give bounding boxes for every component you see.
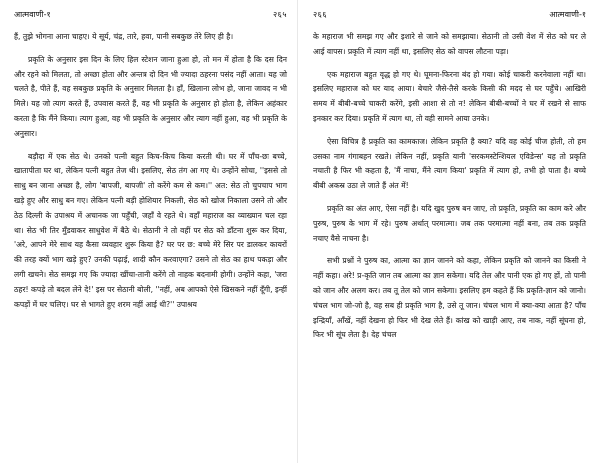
right-paragraph-3: ऐसा विचित्र है प्रकृति का कामकाज। लेकिन प्रकृति है क्या? यदि वह कोई चीज होती, तो हम उसका नाम गंगाबहन रखते। लेकिन नहीं, प्रकृति यानी 'सरकमस्टेन्शियल एविडेन्स' यह तो प्रकृति नचाती है फिर भी कहता है, 'मैं नाचा, मैंने त्याग किया' प्रकृति में त्याग हो, तभी हो पाता है। बच्चे बीबी अकस्र उठा ले जाते हैं अंत में! bbox=[313, 136, 586, 191]
left-page bbox=[8, 0, 293, 463]
left-paragraph-1: हैं, तुझे भोगना आना चाहए। ये सूर्य, चंद्र, तारे, हवा, पानी सबकुछ तेरे लिए ही है। bbox=[14, 32, 234, 41]
right-page-header bbox=[313, 8, 586, 24]
page-gutter bbox=[297, 0, 298, 463]
left-page-header bbox=[14, 8, 287, 24]
left-page-number: २६५ bbox=[273, 10, 287, 19]
left-paragraph-2: प्रकृति के अनुसार इस दिन के लिए हिल स्टेशन जाना हुआ हो, तो मन में होता है कि दस दिन और रहने को मिलता, तो अच्छा होता और अन्तत्र दो दिन भी ज्यादा ठहरना पसंद नहीं आता। यह जो चलते है, पीते हैं, वह सबकुछ प्रकृति के अनुसार मिलता है। हाँ, खिलाना लोभ हो, जाना जावद न भी मिले। यह जो त्याग करते हैं, उपवास करते हैं, वह भी प्रकृति के अनुसार हो होता है, लेकिन अहंकार करता है कि मैंने किया। त्याग हुआ, वह भी प्रकृति के अनुसार और त्याग नहीं हुआ, वह भी प्रकृति के अनुसार। bbox=[14, 54, 287, 138]
right-page bbox=[307, 0, 592, 463]
right-paragraph-5: सभी प्रश्नों ने पुरुष का, आत्मा का ज्ञान जानने को कहा, लेकिन प्रकृति को जानने का किसी ने नहीं कहा। अरे! प्र-कृति जान तब आत्मा का ज्ञान सकेगा। यदि तेल और पानी एक हो गए हों, तो पानी को जान और अलग कर। तब तू तेल को जान सकेगा। इसलिए हम कहते हैं कि प्रकृति-ज्ञान को जानो। चंचल भाग जो-जो है, वह सब ही प्रकृति भाग है, उसे तू जान। चंचल भाग में क्या-क्या आता है? पाँच इन्द्रियाँ, आँखें, नहीं देखना हो फिर भी देख लेते हैं। कांख को खाड़ी आए, तब नाक, नहीं सूंघना हो, फिर भी सूंघ लेता है। देह चंचल bbox=[313, 256, 586, 340]
right-page-number: २६६ bbox=[313, 10, 327, 19]
right-paragraph-2: एक महाराज बहुत वृद्ध हो गए थे। घूमना-फिरना बंद हो गया। कोई चाकरी करनेवाला नहीं था। इसलिए महाराज को घर याद आया। बेचारे जैसे-तैसे करके किसी की मदद से घर पहुँचे। आखिरी समय में बीबी-बच्चे चाकरी करेंगे, इसी आशा से तो न! लेकिन बीबी-बच्चों ने घर में रखने से साफ इनकार कर दिया। प्रकृति में त्याग था, तो वही सामने आया उनके। bbox=[313, 69, 586, 123]
left-header-title: आत्मवाणी-१ bbox=[14, 10, 51, 19]
left-paragraph-3: बड़ौदा में एक सेठ थे। उनको पत्नी बहुत किच-किच किया करती थी। घर में पाँच-छः बच्चे, खातापीता घर था, लेकिन पत्नी बहुत तेज थी। इसलिए, सेठ तंग आ गए थे। उन्होंने सोचा, ''इससे तो साधु बन जाना अच्छा है, लोग 'बापजी, बापजी' तो करेंगे कम से कम।'' अत: सेठ तो चुपचाप भाग खड़े हुए और साधु बन गए। लेकिन पत्नी बड़ी होशियार निकली, सेठ को खोज निकाला उसने तो और ठेठ दिल्ली के उपाश्रय में अचानक जा पहुँची, जहाँ वे रहते थे। वहाँ महाराज का व्याख्यान चल रहा था। सेठ भी तिर मुँडवाकर साधुवेश में बैठे थे। सेठानी ने तो वहीं पर सेठ को डाँटना शुरू कर दिया, 'अरे, आपने मेरे साथ यह कैसा व्यवहार शुरू किया है? घर पर छ: बच्चे मेरे सिर पर डालकर कायरों की तरह क्यों भाग खड़े हुए? उनकी पढ़ाई, शादी कौन करवाएगा? उसने तो सेठ का हाथ पकड़ा और लगी खचने। सेठ समझ गए कि ज्यादा खींचा-तानी करेंगे तो नाहक बदनामी होगी। उन्होंने कहा, 'जरा ठहर! कपड़े तो बदल लेने दे!' इस पर सेठानी बोली, ''नहीं, अब आपको ऐसे खिसकने नहीं दूँगी, इन्हीं कपड़ों में घर चलिए। घर से भागते हुए शरम नहीं आई थी?'' उपाश्रय bbox=[14, 151, 287, 309]
right-paragraph-1: के महाराज भी समझ गए और इशारे से जाने को समझाया। सेठानी तो उसी वेश में सेठ को घर ले आई वापस। प्रकृति में त्याग नहीं था, इसलिए सेठ को वापस लौटना पड़ा। bbox=[313, 32, 586, 56]
right-paragraph-4: प्रकृति का अंत आए, ऐसा नहीं है। यदि खुद पुरुष बन जाए, तो प्रकृति, प्रकृति का काम करे और पुरुष, पुरुष के भाग में रहे। पुरुष अर्थात् परमात्मा। जब तक परमात्मा नहीं बना, तब तक प्रकृति नचाए वैसे नाचना है। bbox=[313, 203, 586, 243]
right-header-title: आत्मवाणी-१ bbox=[549, 10, 586, 19]
